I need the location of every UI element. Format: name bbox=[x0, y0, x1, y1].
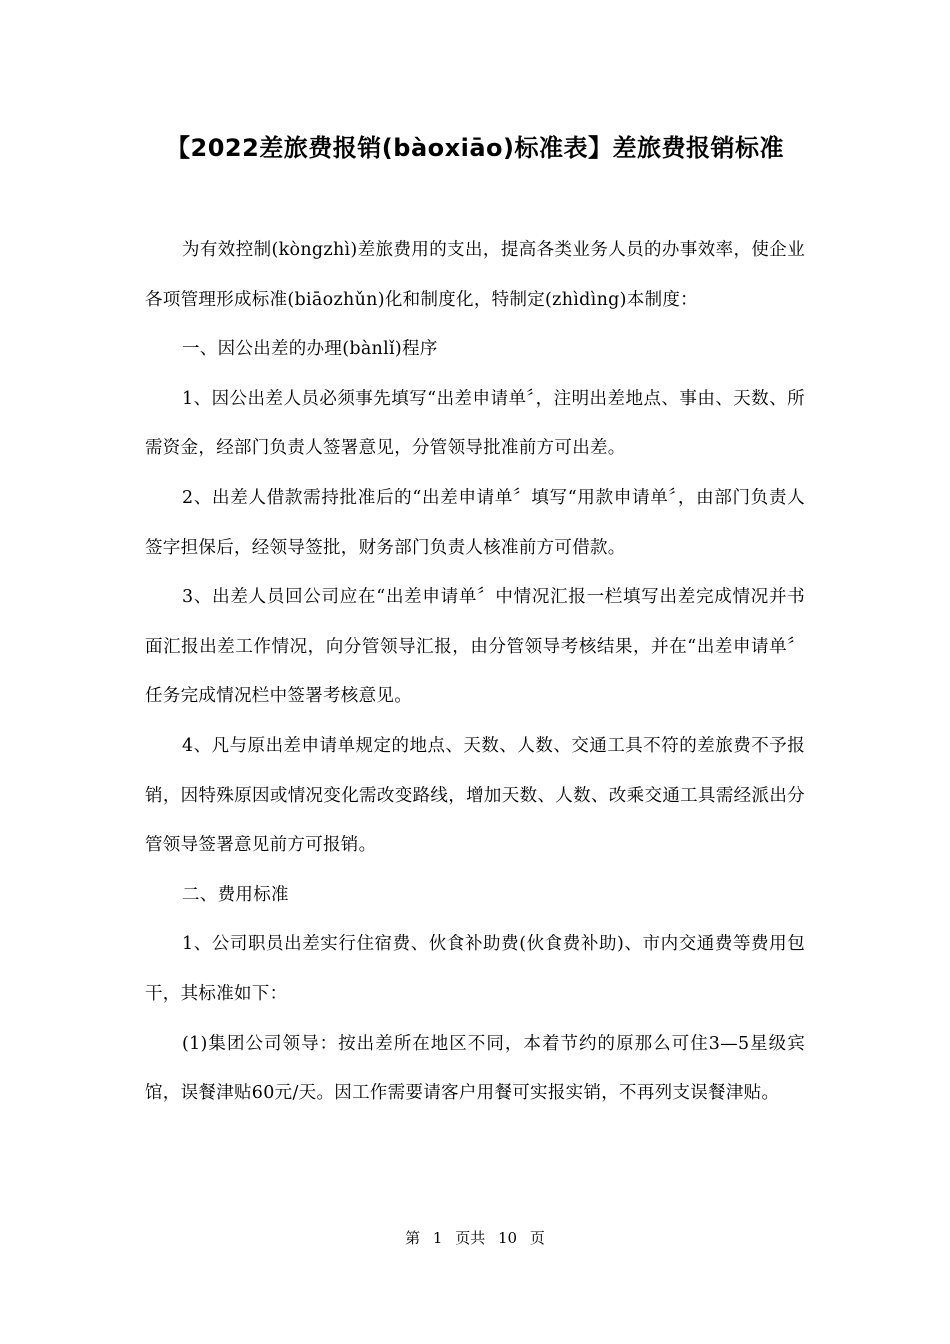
paragraph-standards-leaders: (1)集团公司领导：按出差所在地区不同，本着节约的原那么可住3—5星级宾馆，误餐津贴60元/天。因工作需要请客户用餐可实报实销，不再列支误餐津贴。 bbox=[145, 1033, 805, 1104]
document-body bbox=[145, 226, 805, 1119]
paragraph-intro: 为有效控制(kòngzhì)差旅费用的支出，提高各类业务人员的办事效率，使企业各项管理形成标准(biāozhǔn)化和制度化，特制定(zhìdìng)本制度： bbox=[145, 240, 805, 310]
paragraph-procedure-2: 2、出差人借款需持批准后的“出差申请单〞填写“用款申请单〞，由部门负责人签字担保后，经领导签批，财务部门负责人核准前方可借款。 bbox=[145, 487, 805, 558]
paragraph-procedure-1: 1、因公出差人员必须事先填写“出差申请单〞，注明出差地点、事由、天数、所需资金，经部门负责人签署意见，分管领导批准前方可出差。 bbox=[145, 388, 805, 459]
section-heading-standards: 二、费用标准 bbox=[182, 884, 289, 905]
section-heading-procedure: 一、因公出差的办理(bànlǐ)程序 bbox=[182, 339, 438, 360]
page-footer: 第 1 页共 10 页 bbox=[405, 1229, 545, 1247]
document-title: 【2022差旅费报销(bàoxiāo)标准表】差旅费报销标准 bbox=[166, 134, 784, 162]
paragraph-standards-1: 1、公司职员出差实行住宿费、伙食补助费(伙食费补助)、市内交通费等费用包干，其标准如下： bbox=[145, 934, 805, 1004]
paragraph-procedure-3: 3、出差人员回公司应在“出差申请单〞中情况汇报一栏填写出差完成情况并书面汇报出差工作情况，向分管领导汇报，由分管领导考核结果，并在“出差申请单〞任务完成情况栏中签署考核意见。 bbox=[145, 587, 805, 707]
paragraph-procedure-4: 4、凡与原出差申请单规定的地点、天数、人数、交通工具不符的差旅费不予报销，因特殊原因或情况变化需改变路线，增加天数、人数、改乘交通工具需经派出分管领导签署意见前方可报销。 bbox=[145, 735, 805, 856]
